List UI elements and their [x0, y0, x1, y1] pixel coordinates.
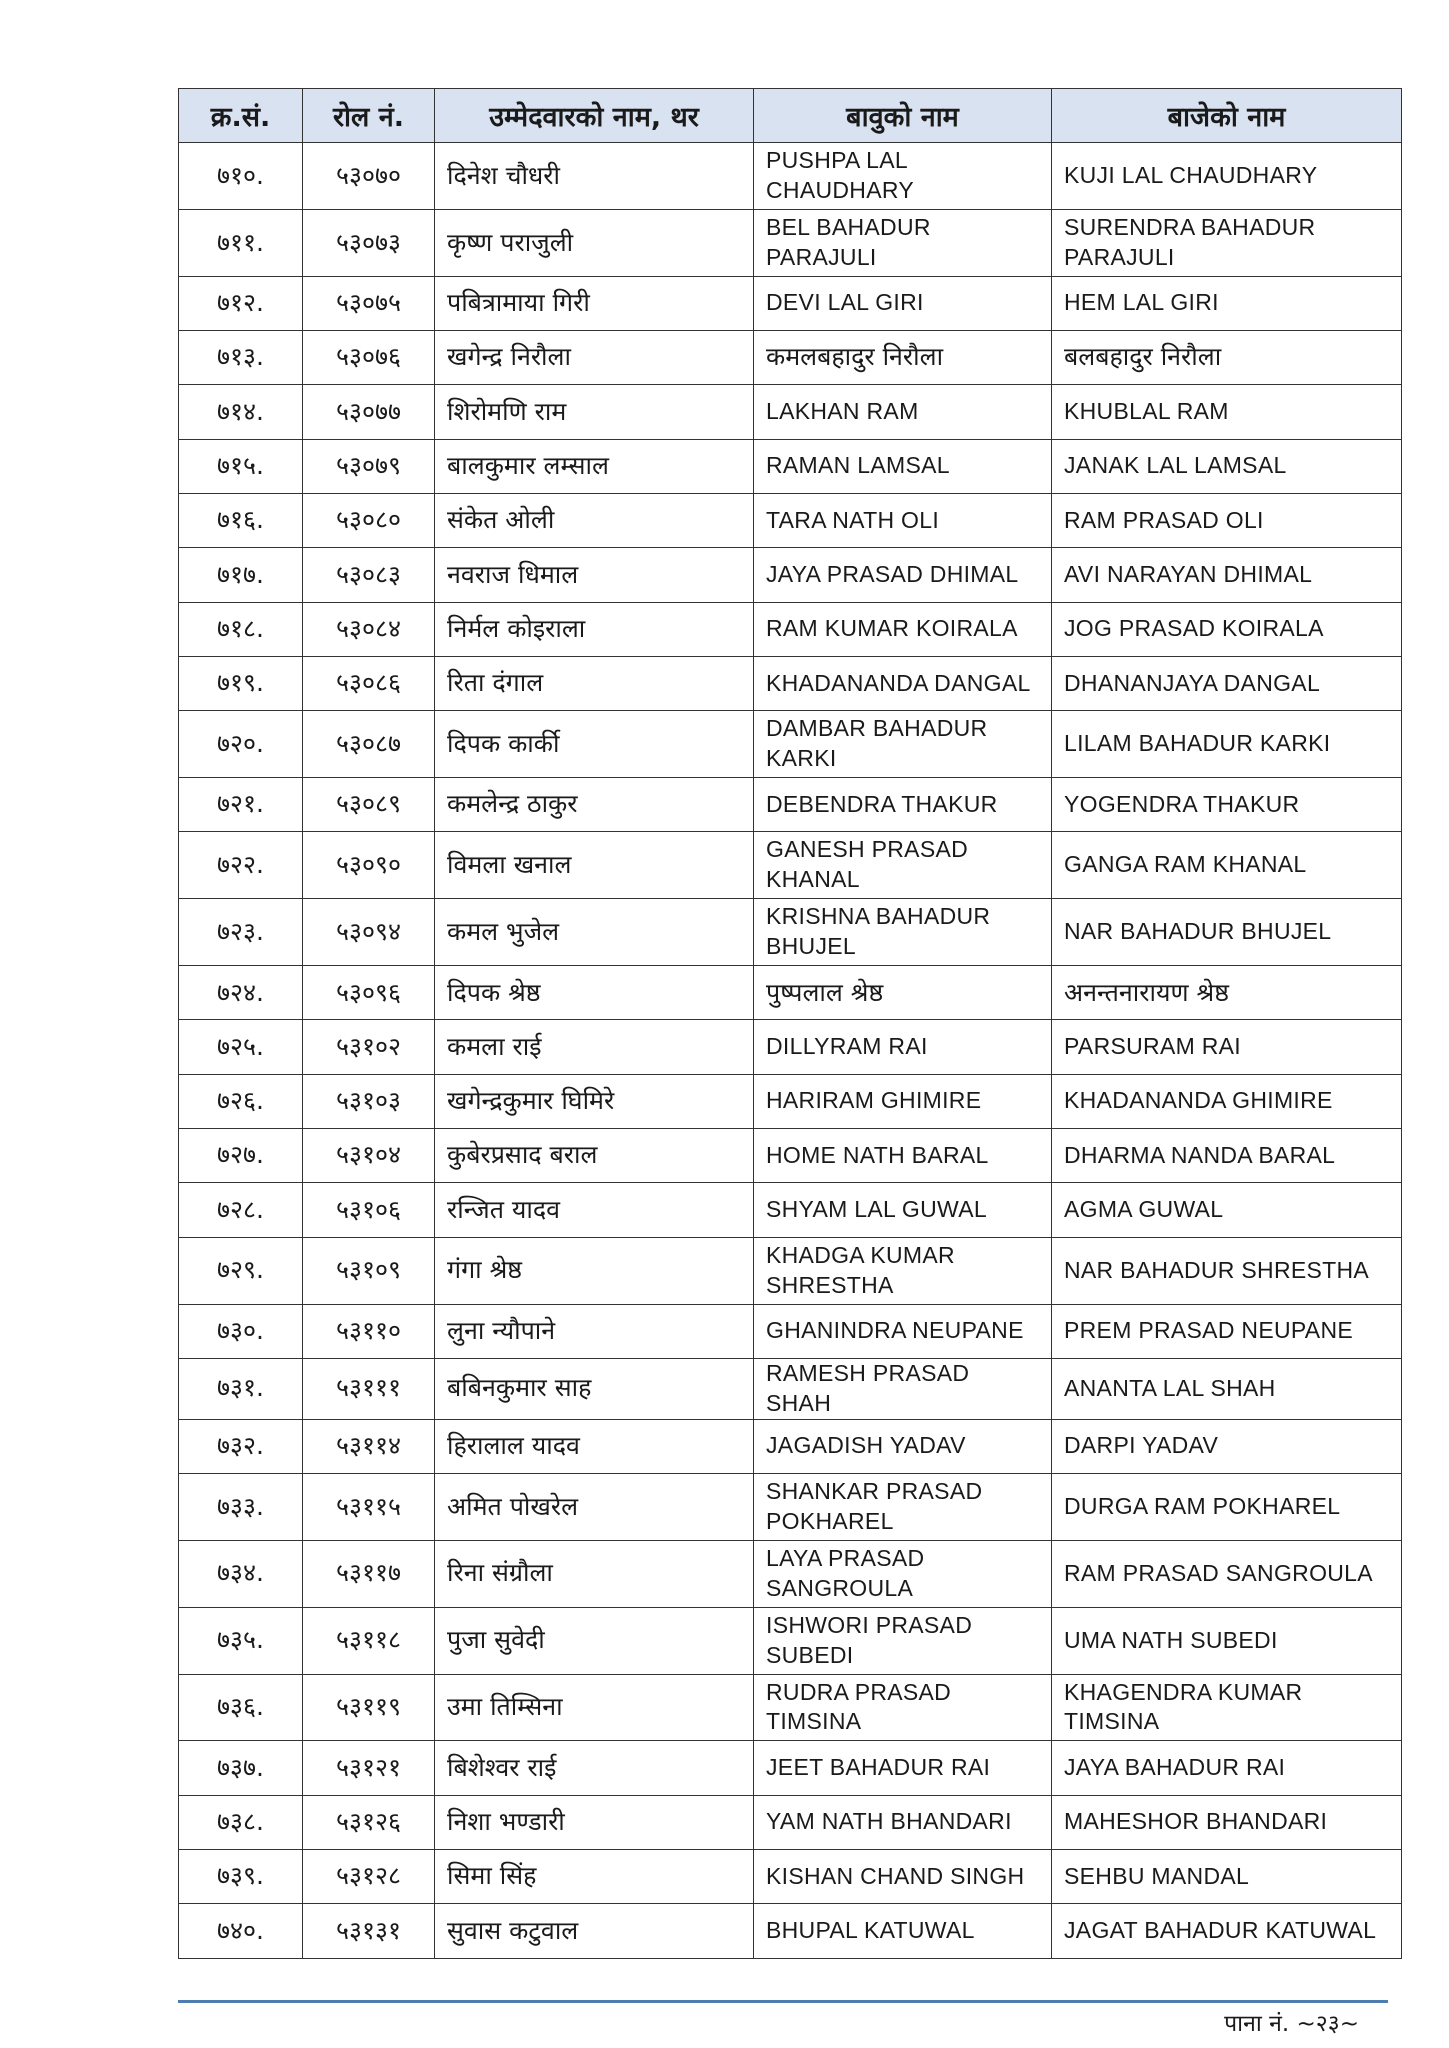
roll-number-cell: ५३०९६	[303, 966, 435, 1020]
candidate-name-cell: खगेन्द्रकुमार घिमिरे	[435, 1074, 754, 1128]
serial-number-cell: ७२८.	[179, 1183, 303, 1237]
grandfather-name-cell: HEM LAL GIRI	[1052, 276, 1402, 330]
father-name-cell: JAYA PRASAD DHIMAL	[754, 548, 1052, 602]
serial-number-cell: ७३३.	[179, 1473, 303, 1540]
grandfather-name-cell: KHAGENDRA KUMAR TIMSINA	[1052, 1674, 1402, 1741]
candidate-name-cell: रिना संग्रौला	[435, 1540, 754, 1607]
serial-number-cell: ७१७.	[179, 548, 303, 602]
table-body	[179, 143, 1402, 1959]
father-name-cell: BHUPAL KATUWAL	[754, 1904, 1052, 1958]
table-row	[179, 1674, 1402, 1741]
grandfather-name-cell: DHANANJAYA DANGAL	[1052, 656, 1402, 710]
table-row	[179, 1074, 1402, 1128]
table-row	[179, 602, 1402, 656]
father-name-cell: ISHWORI PRASAD SUBEDI	[754, 1607, 1052, 1674]
candidate-name-cell: गंगा श्रेष्ठ	[435, 1237, 754, 1304]
serial-number-cell: ७३२.	[179, 1419, 303, 1473]
father-name-cell: GANESH PRASAD KHANAL	[754, 832, 1052, 899]
grandfather-name-cell: RAM PRASAD SANGROULA	[1052, 1540, 1402, 1607]
table-row	[179, 1741, 1402, 1795]
grandfather-name-cell: JANAK LAL LAMSAL	[1052, 439, 1402, 493]
father-name-cell: GHANINDRA NEUPANE	[754, 1304, 1052, 1358]
grandfather-name-cell: बलबहादुर निरौला	[1052, 331, 1402, 385]
grandfather-name-cell: PARSURAM RAI	[1052, 1020, 1402, 1074]
serial-number-cell: ७३८.	[179, 1795, 303, 1849]
serial-number-cell: ७३१.	[179, 1358, 303, 1419]
roll-number-cell: ५३११५	[303, 1473, 435, 1540]
grandfather-name-cell: NAR BAHADUR SHRESTHA	[1052, 1237, 1402, 1304]
roll-number-cell: ५३०९४	[303, 899, 435, 966]
father-name-cell: DILLYRAM RAI	[754, 1020, 1052, 1074]
serial-number-cell: ७२२.	[179, 832, 303, 899]
father-name-cell: RAM KUMAR KOIRALA	[754, 602, 1052, 656]
candidate-name-cell: पबित्रामाया गिरी	[435, 276, 754, 330]
father-name-cell: LAYA PRASAD SANGROULA	[754, 1540, 1052, 1607]
father-name-cell: RUDRA PRASAD TIMSINA	[754, 1674, 1052, 1741]
table-row	[179, 1183, 1402, 1237]
roll-number-cell: ५३०८७	[303, 711, 435, 778]
serial-number-cell: ७३५.	[179, 1607, 303, 1674]
serial-number-cell: ७२५.	[179, 1020, 303, 1074]
serial-number-cell: ७१९.	[179, 656, 303, 710]
roll-number-cell: ५३१०६	[303, 1183, 435, 1237]
candidate-name-cell: सिमा सिंह	[435, 1850, 754, 1904]
candidate-name-cell: बालकुमार लम्साल	[435, 439, 754, 493]
father-name-cell: YAM NATH BHANDARI	[754, 1795, 1052, 1849]
roll-number-cell: ५३०७९	[303, 439, 435, 493]
serial-number-cell: ७२१.	[179, 778, 303, 832]
father-name-cell: HOME NATH BARAL	[754, 1129, 1052, 1183]
grandfather-name-cell: अनन्तनारायण श्रेष्ठ	[1052, 966, 1402, 1020]
table-row	[179, 832, 1402, 899]
father-name-cell: KHADANANDA DANGAL	[754, 656, 1052, 710]
father-name-cell: PUSHPA LAL CHAUDHARY	[754, 143, 1052, 210]
serial-number-cell: ७२७.	[179, 1129, 303, 1183]
serial-number-cell: ७३०.	[179, 1304, 303, 1358]
serial-number-cell: ७१२.	[179, 276, 303, 330]
roll-number-cell: ५३०८९	[303, 778, 435, 832]
serial-number-cell: ७२४.	[179, 966, 303, 1020]
candidate-name-cell: निशा भण्डारी	[435, 1795, 754, 1849]
roll-number-cell: ५३१११	[303, 1358, 435, 1419]
father-name-cell: KHADGA KUMAR SHRESTHA	[754, 1237, 1052, 1304]
serial-number-cell: ७१५.	[179, 439, 303, 493]
father-name-cell: KISHAN CHAND SINGH	[754, 1850, 1052, 1904]
candidate-name-cell: कमला राई	[435, 1020, 754, 1074]
roll-number-cell: ५३०८४	[303, 602, 435, 656]
candidate-name-cell: अमित पोखरेल	[435, 1473, 754, 1540]
roll-number-cell: ५३११४	[303, 1419, 435, 1473]
table-row	[179, 1419, 1402, 1473]
grandfather-name-cell: DURGA RAM POKHAREL	[1052, 1473, 1402, 1540]
candidate-name-cell: रन्जित यादव	[435, 1183, 754, 1237]
candidate-name-cell: शिरोमणि राम	[435, 385, 754, 439]
serial-number-cell: ७३९.	[179, 1850, 303, 1904]
table-row	[179, 1540, 1402, 1607]
table-row	[179, 1237, 1402, 1304]
candidate-name-cell: बिशेश्वर राई	[435, 1741, 754, 1795]
roll-number-cell: ५३०७६	[303, 331, 435, 385]
candidate-name-cell: रिता दंगाल	[435, 656, 754, 710]
grandfather-name-cell: KHADANANDA GHIMIRE	[1052, 1074, 1402, 1128]
candidate-name-cell: लुना न्यौपाने	[435, 1304, 754, 1358]
grandfather-name-cell: DHARMA NANDA BARAL	[1052, 1129, 1402, 1183]
table-row	[179, 1473, 1402, 1540]
table-row	[179, 1304, 1402, 1358]
grandfather-name-cell: RAM PRASAD OLI	[1052, 493, 1402, 547]
serial-number-cell: ७१४.	[179, 385, 303, 439]
table-row	[179, 1607, 1402, 1674]
father-name-cell: JAGADISH YADAV	[754, 1419, 1052, 1473]
page-number: पाना नं. ~२३~	[1224, 2011, 1359, 2037]
father-name-cell: SHYAM LAL GUWAL	[754, 1183, 1052, 1237]
father-name-cell: LAKHAN RAM	[754, 385, 1052, 439]
grandfather-name-cell: ANANTA LAL SHAH	[1052, 1358, 1402, 1419]
grandfather-name-cell: JAGAT BAHADUR KATUWAL	[1052, 1904, 1402, 1958]
grandfather-name-cell: AGMA GUWAL	[1052, 1183, 1402, 1237]
footer-divider	[178, 2000, 1388, 2003]
candidate-name-cell: कमलेन्द्र ठाकुर	[435, 778, 754, 832]
grandfather-name-cell: JOG PRASAD KOIRALA	[1052, 602, 1402, 656]
candidate-name-cell: दिपक श्रेष्ठ	[435, 966, 754, 1020]
serial-number-cell: ७४०.	[179, 1904, 303, 1958]
serial-number-cell: ७१०.	[179, 143, 303, 210]
grandfather-name-cell: GANGA RAM KHANAL	[1052, 832, 1402, 899]
table-row	[179, 899, 1402, 966]
serial-number-cell: ७३४.	[179, 1540, 303, 1607]
roll-number-cell: ५३११७	[303, 1540, 435, 1607]
roll-number-cell: ५३१२८	[303, 1850, 435, 1904]
header-roll: रोल नं.	[303, 89, 435, 143]
father-name-cell: HARIRAM GHIMIRE	[754, 1074, 1052, 1128]
serial-number-cell: ७२०.	[179, 711, 303, 778]
table-row	[179, 276, 1402, 330]
grandfather-name-cell: KUJI LAL CHAUDHARY	[1052, 143, 1402, 210]
candidate-name-cell: खगेन्द्र निरौला	[435, 331, 754, 385]
table-row	[179, 1129, 1402, 1183]
father-name-cell: JEET BAHADUR RAI	[754, 1741, 1052, 1795]
father-name-cell: RAMAN LAMSAL	[754, 439, 1052, 493]
candidate-name-cell: बबिनकुमार साह	[435, 1358, 754, 1419]
roll-number-cell: ५३११०	[303, 1304, 435, 1358]
table-row	[179, 656, 1402, 710]
grandfather-name-cell: UMA NATH SUBEDI	[1052, 1607, 1402, 1674]
roll-number-cell: ५३०९०	[303, 832, 435, 899]
roll-number-cell: ५३१०३	[303, 1074, 435, 1128]
grandfather-name-cell: JAYA BAHADUR RAI	[1052, 1741, 1402, 1795]
grandfather-name-cell: SEHBU MANDAL	[1052, 1850, 1402, 1904]
father-name-cell: कमलबहादुर निरौला	[754, 331, 1052, 385]
roll-number-cell: ५३१२१	[303, 1741, 435, 1795]
table-row	[179, 439, 1402, 493]
grandfather-name-cell: SURENDRA BAHADUR PARAJULI	[1052, 209, 1402, 276]
grandfather-name-cell: MAHESHOR BHANDARI	[1052, 1795, 1402, 1849]
grandfather-name-cell: YOGENDRA THAKUR	[1052, 778, 1402, 832]
candidate-name-cell: कुबेरप्रसाद बराल	[435, 1129, 754, 1183]
grandfather-name-cell: PREM PRASAD NEUPANE	[1052, 1304, 1402, 1358]
father-name-cell: DEVI LAL GIRI	[754, 276, 1052, 330]
header-grandfather-name: बाजेको नाम	[1052, 89, 1402, 143]
table-row	[179, 1358, 1402, 1419]
header-father-name: बावुको नाम	[754, 89, 1052, 143]
serial-number-cell: ७१३.	[179, 331, 303, 385]
serial-number-cell: ७१६.	[179, 493, 303, 547]
roll-number-cell: ५३०८३	[303, 548, 435, 602]
roll-number-cell: ५३०८६	[303, 656, 435, 710]
serial-number-cell: ७११.	[179, 209, 303, 276]
roll-number-cell: ५३१२६	[303, 1795, 435, 1849]
candidate-name-cell: दिपक कार्की	[435, 711, 754, 778]
roll-number-cell: ५३११८	[303, 1607, 435, 1674]
father-name-cell: RAMESH PRASAD SHAH	[754, 1358, 1052, 1419]
serial-number-cell: ७१८.	[179, 602, 303, 656]
grandfather-name-cell: LILAM BAHADUR KARKI	[1052, 711, 1402, 778]
roll-number-cell: ५३१०२	[303, 1020, 435, 1074]
father-name-cell: SHANKAR PRASAD POKHAREL	[754, 1473, 1052, 1540]
candidate-name-cell: संकेत ओली	[435, 493, 754, 547]
candidate-name-cell: निर्मल कोइराला	[435, 602, 754, 656]
header-serial: क्र.सं.	[179, 89, 303, 143]
serial-number-cell: ७२६.	[179, 1074, 303, 1128]
table-header-row	[179, 89, 1402, 143]
father-name-cell: पुष्पलाल श्रेष्ठ	[754, 966, 1052, 1020]
table-row	[179, 548, 1402, 602]
table-row	[179, 1795, 1402, 1849]
father-name-cell: DEBENDRA THAKUR	[754, 778, 1052, 832]
grandfather-name-cell: AVI NARAYAN DHIMAL	[1052, 548, 1402, 602]
table-row	[179, 385, 1402, 439]
header-candidate-name: उम्मेदवारको नाम, थर	[435, 89, 754, 143]
roll-number-cell: ५३१०९	[303, 1237, 435, 1304]
candidate-name-cell: दिनेश चौधरी	[435, 143, 754, 210]
table-row	[179, 209, 1402, 276]
table-row	[179, 331, 1402, 385]
table-row	[179, 778, 1402, 832]
candidate-name-cell: नवराज धिमाल	[435, 548, 754, 602]
roll-number-cell: ५३१३१	[303, 1904, 435, 1958]
table-row	[179, 493, 1402, 547]
candidate-name-cell: कृष्ण पराजुली	[435, 209, 754, 276]
father-name-cell: DAMBAR BAHADUR KARKI	[754, 711, 1052, 778]
grandfather-name-cell: DARPI YADAV	[1052, 1419, 1402, 1473]
candidate-name-cell: उमा तिम्सिना	[435, 1674, 754, 1741]
grandfather-name-cell: KHUBLAL RAM	[1052, 385, 1402, 439]
father-name-cell: KRISHNA BAHADUR BHUJEL	[754, 899, 1052, 966]
father-name-cell: TARA NATH OLI	[754, 493, 1052, 547]
father-name-cell: BEL BAHADUR PARAJULI	[754, 209, 1052, 276]
serial-number-cell: ७३७.	[179, 1741, 303, 1795]
candidate-name-cell: विमला खनाल	[435, 832, 754, 899]
table-row	[179, 1904, 1402, 1958]
table-row	[179, 711, 1402, 778]
table-row	[179, 143, 1402, 210]
roll-number-cell: ५३११९	[303, 1674, 435, 1741]
serial-number-cell: ७२३.	[179, 899, 303, 966]
candidate-name-cell: कमल भुजेल	[435, 899, 754, 966]
table-row	[179, 966, 1402, 1020]
candidate-name-cell: हिरालाल यादव	[435, 1419, 754, 1473]
candidate-name-cell: सुवास कटुवाल	[435, 1904, 754, 1958]
roll-number-cell: ५३१०४	[303, 1129, 435, 1183]
roll-number-cell: ५३०७३	[303, 209, 435, 276]
roll-number-cell: ५३०७७	[303, 385, 435, 439]
serial-number-cell: ७२९.	[179, 1237, 303, 1304]
candidate-name-cell: पुजा सुवेदी	[435, 1607, 754, 1674]
roll-number-cell: ५३०७५	[303, 276, 435, 330]
results-table	[178, 88, 1402, 1959]
grandfather-name-cell: NAR BAHADUR BHUJEL	[1052, 899, 1402, 966]
serial-number-cell: ७३६.	[179, 1674, 303, 1741]
table-row	[179, 1020, 1402, 1074]
table-row	[179, 1850, 1402, 1904]
roll-number-cell: ५३०७०	[303, 143, 435, 210]
roll-number-cell: ५३०८०	[303, 493, 435, 547]
